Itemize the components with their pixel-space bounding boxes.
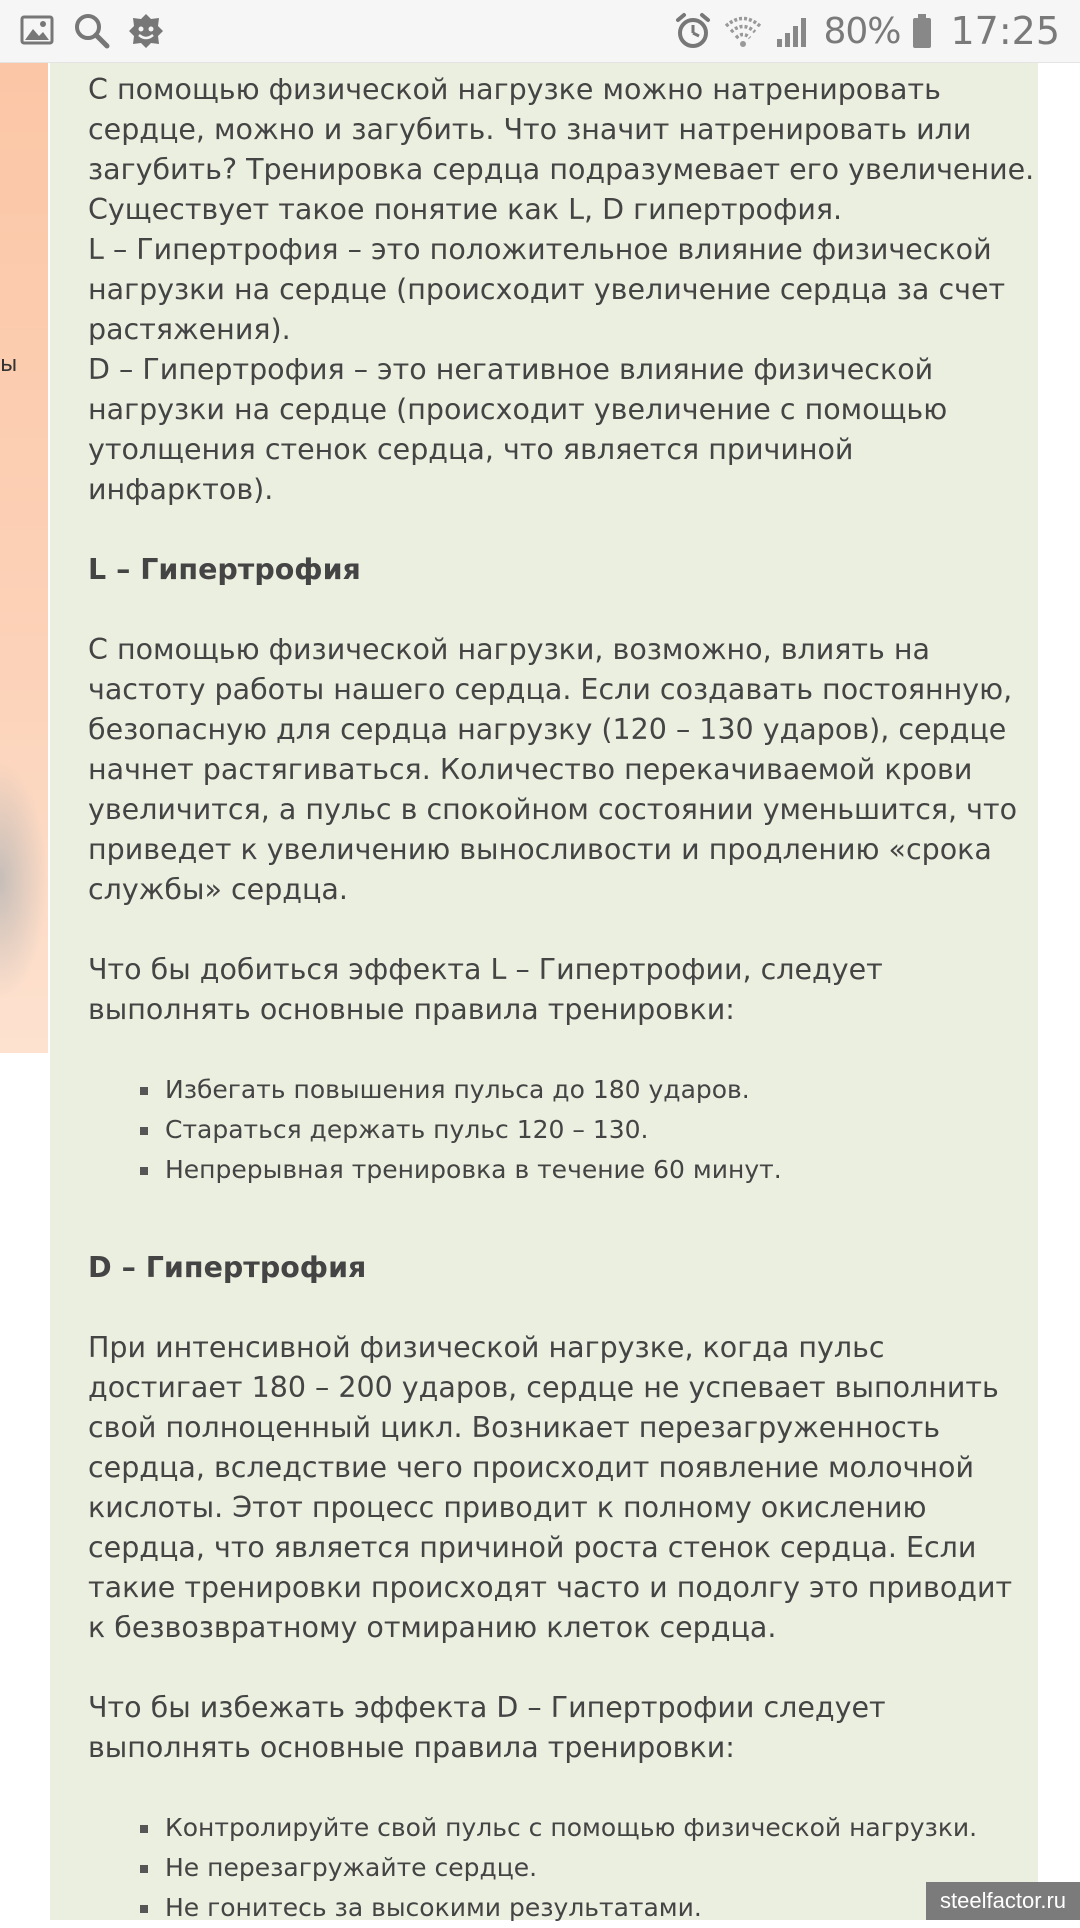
- side-strip-fragment: ы: [0, 352, 18, 377]
- signal-icon: [773, 11, 813, 51]
- spacer: [88, 1288, 1038, 1328]
- spacer: [88, 1190, 1038, 1248]
- clock: 17:25: [950, 9, 1060, 53]
- right-gutter: [1038, 63, 1080, 1920]
- spacer: [88, 590, 1038, 630]
- battery-icon: [910, 11, 934, 51]
- list-item: Не гонитесь за высокими результатами.: [88, 1888, 1038, 1928]
- article-intro: С помощью физической нагрузке можно натренировать сердце, можно и загубить. Что значит натренировать или загубить? Тренировка сердца подразумевает его увеличение. Существует такое понятие как L, D гипертрофия. L – Гипертрофия – это положительное влияние физической нагрузки на сердце (происходит увеличение сердца за счет растяжения). D – Гипертрофия – это негативное влияние физической нагрузки на сердце (происходит увеличение с помощью утолщения стенок сердца, что является причиной инфарктов).: [88, 73, 1035, 506]
- spacer: [88, 1648, 1038, 1688]
- spacer: [88, 910, 1038, 950]
- gallery-icon: [18, 11, 58, 51]
- list-item: Непрерывная тренировка в течение 60 минут.: [88, 1150, 1038, 1190]
- l-rules-list: [88, 1070, 1038, 1190]
- watermark: steelfactor.ru: [926, 1882, 1080, 1920]
- l-rules-intro: Что бы добиться эффекта L – Гипертрофии, следует выполнять основные правила тренировки:: [88, 953, 883, 1026]
- list-item: Не перезагружайте сердце.: [88, 1848, 1038, 1888]
- status-right-icons: [673, 8, 1060, 54]
- article: [88, 70, 1038, 1928]
- l-section-heading: L – Гипертрофия: [88, 553, 361, 586]
- spacer: [88, 1030, 1038, 1070]
- list-item: Избегать повышения пульса до 180 ударов.: [88, 1070, 1038, 1110]
- list-item: Стараться держать пульс 120 – 130.: [88, 1110, 1038, 1150]
- d-section-paragraph: При интенсивной физической нагрузке, когда пульс достигает 180 – 200 ударов, сердце не успевает выполнить свой полноценный цикл. Возникает перезагруженность сердца, вследствие чего происходит появление молочной кислоты. Этот процесс приводит к полному окислению сердца, что является причиной роста стенок сердца. Если такие тренировки происходят часто и подолгу это приводит к безвозвратному отмиранию клеток сердца.: [88, 1331, 1013, 1644]
- list-item: Контролируйте свой пульс с помощью физической нагрузки.: [88, 1808, 1038, 1848]
- spacer: [88, 1768, 1038, 1808]
- status-bar: [0, 0, 1080, 63]
- search-icon: [72, 11, 112, 51]
- d-rules-list: [88, 1808, 1038, 1928]
- d-section-heading: D – Гипертрофия: [88, 1251, 367, 1284]
- spacer: [88, 510, 1038, 550]
- battery-percent: 80%: [823, 10, 901, 52]
- side-strip-shadow: [0, 760, 48, 1000]
- app-badge-icon: [126, 11, 166, 51]
- wifi-icon: [723, 11, 763, 51]
- alarm-icon: [673, 11, 713, 51]
- l-section-paragraph: С помощью физической нагрузки, возможно, влиять на частоту работы нашего сердца. Если создавать постоянную, безопасную для сердца нагрузку (120 – 130 ударов), сердце начнет растягиваться. Количество перекачиваемой крови увеличится, а пульс в спокойном состоянии уменьшится, что приведет к увеличению выносливости и продлению «срока службы» сердца.: [88, 633, 1018, 906]
- status-left-icons: [18, 10, 166, 52]
- d-rules-intro: Что бы избежать эффекта D – Гипертрофии следует выполнять основные правила тренировки:: [88, 1691, 886, 1764]
